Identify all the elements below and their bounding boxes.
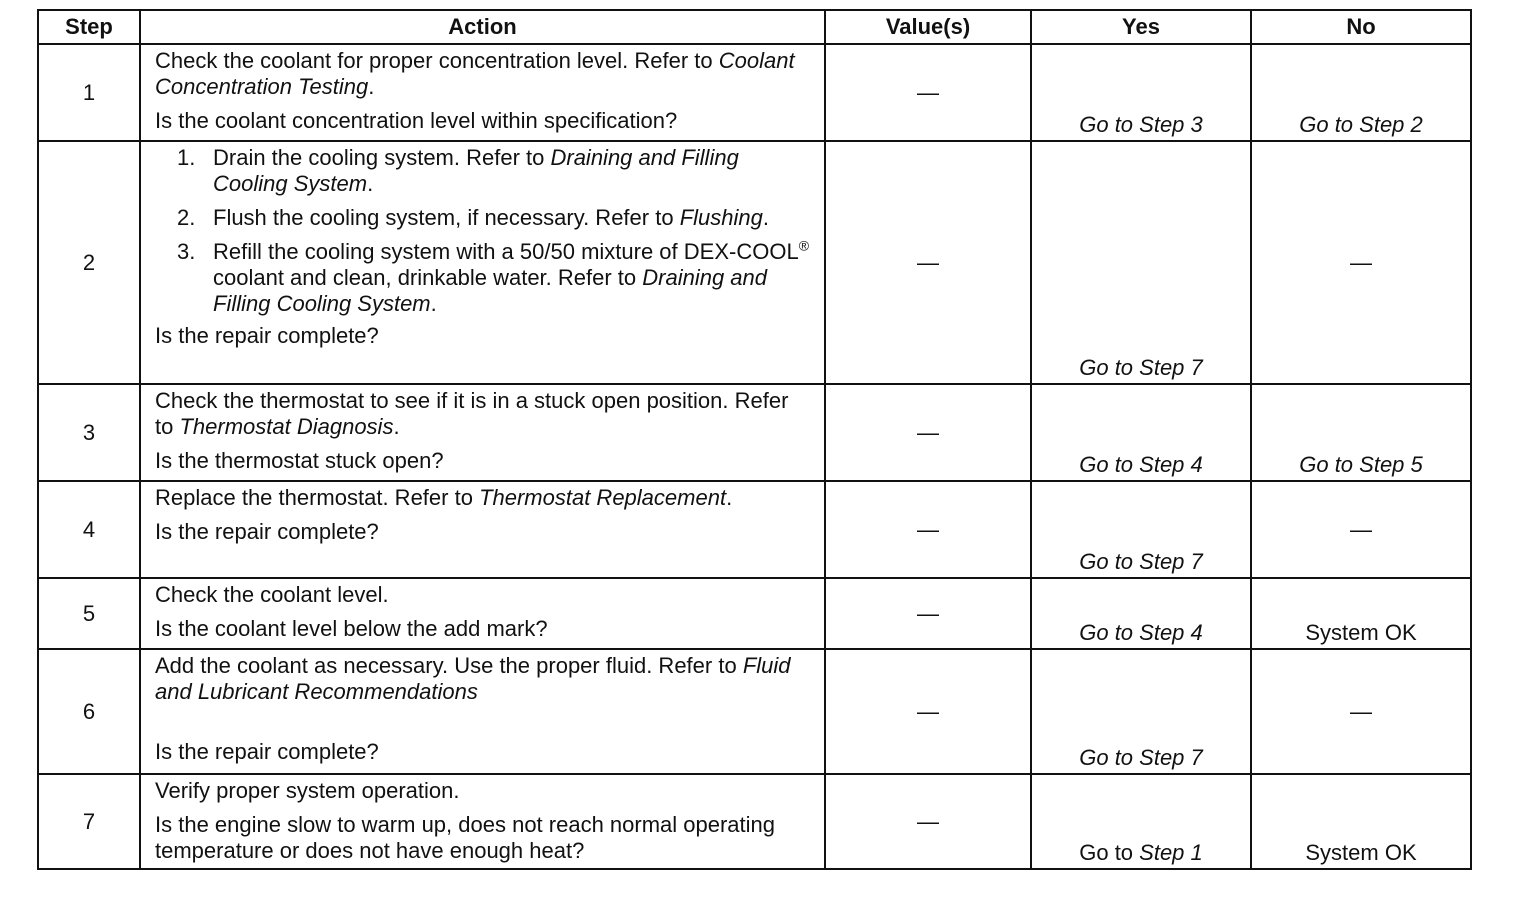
no-cell: — [1251,141,1471,384]
yes-goto: Go to Step 3 [1079,112,1203,137]
action-list-item: 2. Flush the cooling system, if necessary. Refer to Flushing. [177,205,769,230]
action-question: Is the repair complete? [155,519,379,544]
table-row [38,384,1471,481]
action-text: Add the coolant as necessary. Use the proper fluid. Refer to Fluid and Lubricant Recommendations [155,653,791,704]
table-row [38,141,1471,384]
yes-goto: Go to Step 4 [1079,452,1203,477]
reference-link: Draining and Filling Cooling System [213,145,739,196]
yes-goto-prefix: Go to [1079,840,1140,865]
value-cell: — [825,578,1031,649]
no-goto: Go to Step 2 [1299,112,1423,137]
reference-link: Draining and Filling Cooling System [213,265,768,316]
value-cell: — [825,384,1031,481]
action-text: Check the coolant level. [155,582,389,607]
table-row [38,774,1471,869]
no-goto: Go to Step 5 [1299,452,1423,477]
action-cell [140,649,825,774]
action-question: Is the repair complete? [155,739,379,764]
step-number: 6 [38,649,140,774]
reference-link: Flushing [679,205,763,230]
reference-link: Thermostat Replacement [479,485,727,510]
action-question: Is the engine slow to warm up, does not reach normal operating temperature or does not have enough heat? [155,812,776,863]
yes-goto: Go to Step 7 [1079,355,1203,380]
action-cell [140,578,825,649]
action-list-item: 3. Refill the cooling system with a 50/50 mixture of DEX-COOL® coolant and clean, drinkable water. Refer to Draining and Filling Cooling System. [177,237,810,316]
action-question: Is the repair complete? [155,323,379,348]
no-cell [1251,384,1471,481]
action-cell [140,774,825,869]
action-list-item: 1. Drain the cooling system. Refer to Draining and Filling Cooling System. [177,145,739,196]
no-cell: System OK [1251,578,1471,649]
table-row [38,578,1471,649]
step-number: 1 [38,44,140,141]
header-no: No [1251,10,1471,44]
step-number: 3 [38,384,140,481]
diagnostic-table [37,9,1472,870]
action-text: Verify proper system operation. [155,778,460,803]
header-values: Value(s) [825,10,1031,44]
table-row [38,44,1471,141]
table-row [38,649,1471,774]
value-cell: — [825,649,1031,774]
step-number: 7 [38,774,140,869]
action-question: Is the coolant level below the add mark? [155,616,548,641]
reference-link: Fluid and Lubricant Recommendations [155,653,791,704]
no-cell: — [1251,481,1471,578]
step-number: 2 [38,141,140,384]
action-question: Is the coolant concentration level within specification? [155,108,678,133]
action-text: Check the thermostat to see if it is in a stuck open position. Refer to Thermostat Diagnosis. [155,388,789,439]
yes-cell [1031,44,1251,141]
reference-link: Coolant Concentration Testing [155,48,795,99]
header-step: Step [38,10,140,44]
action-list [155,145,812,317]
value-cell: — [825,44,1031,141]
registered-mark: ® [798,237,810,254]
action-cell [140,481,825,578]
yes-cell [1031,578,1251,649]
value-cell: — [825,481,1031,578]
table-row [38,481,1471,578]
step-number: 4 [38,481,140,578]
yes-cell [1031,481,1251,578]
yes-cell [1031,774,1251,869]
action-cell [140,384,825,481]
reference-link: Thermostat Diagnosis [179,414,394,439]
step-number: 5 [38,578,140,649]
yes-goto: Go to Step 7 [1079,549,1203,574]
no-cell: — [1251,649,1471,774]
yes-goto: Step 1 [1139,840,1203,865]
action-cell [140,44,825,141]
value-cell: — [825,774,1031,869]
yes-goto: Go to Step 7 [1079,745,1203,770]
yes-cell [1031,141,1251,384]
action-text: Replace the thermostat. Refer to Thermostat Replacement. [155,485,733,510]
action-cell [140,141,825,384]
header-action: Action [140,10,825,44]
action-question: Is the thermostat stuck open? [155,448,444,473]
header-row [38,10,1471,44]
yes-cell [1031,649,1251,774]
yes-cell [1031,384,1251,481]
header-yes: Yes [1031,10,1251,44]
no-cell [1251,44,1471,141]
action-text: Check the coolant for proper concentration level. Refer to Coolant Concentration Testing. [155,48,795,99]
value-cell: — [825,141,1031,384]
no-cell: System OK [1251,774,1471,869]
yes-goto: Go to Step 4 [1079,620,1203,645]
